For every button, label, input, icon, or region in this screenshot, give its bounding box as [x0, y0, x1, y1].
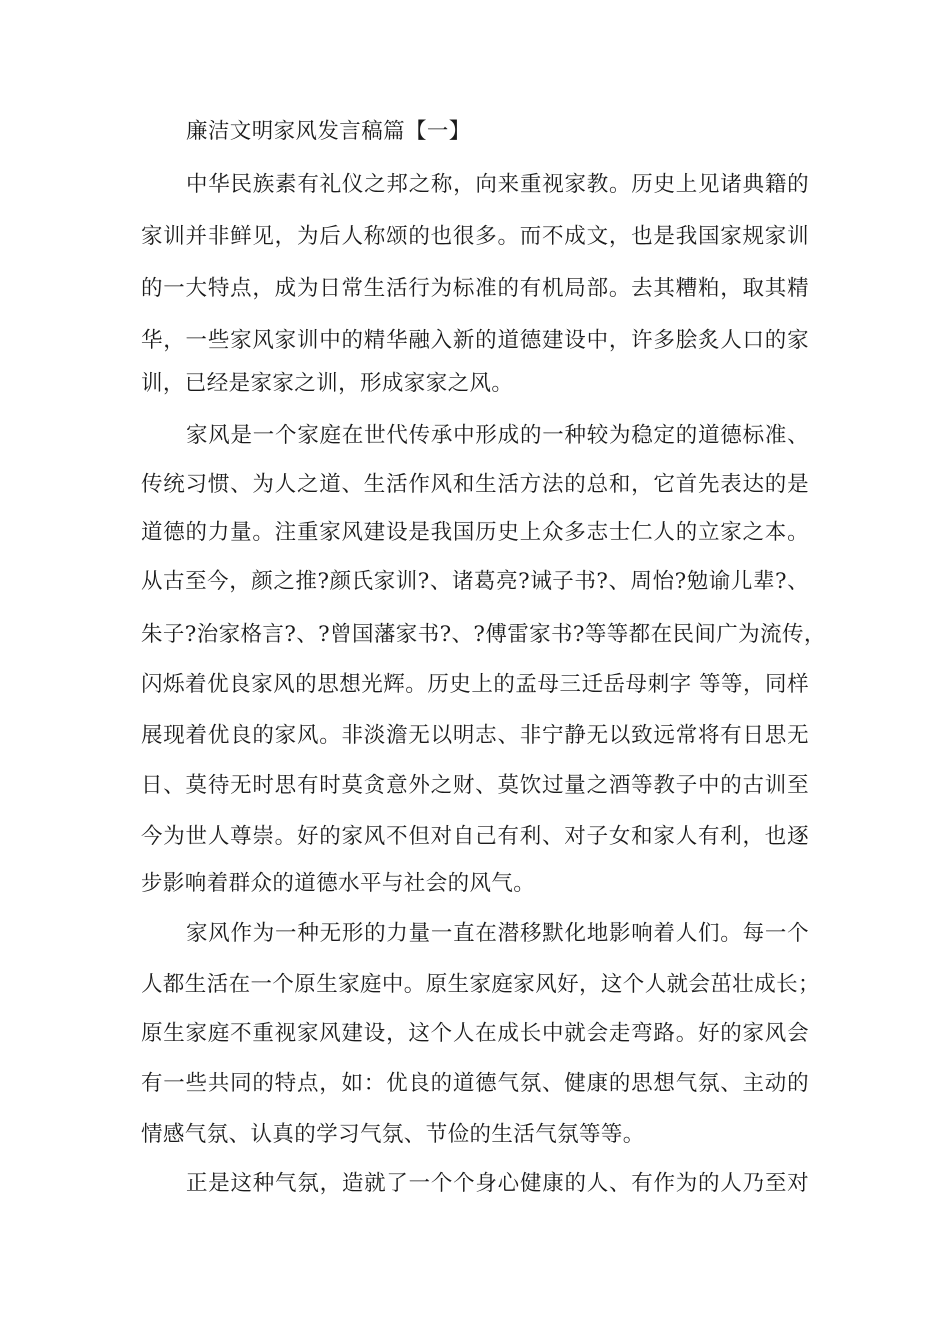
paragraph-1-line-2	[0, 212, 950, 262]
document-title: 廉洁文明家风发言稿篇【一】	[186, 119, 471, 144]
paragraph-3-text: 原生家庭不重视家风建设，这个人在成长中就会走弯路。好的家风会	[141, 1021, 809, 1046]
paragraph-3-line-5	[0, 1110, 950, 1160]
paragraph-2-line-6	[0, 660, 950, 710]
paragraph-3-line-3	[0, 1009, 950, 1059]
paragraph-3-line-1	[0, 909, 950, 959]
paragraph-1-line-3	[0, 264, 950, 314]
paragraph-1-line-5	[0, 359, 950, 409]
paragraph-2-text: 展现着优良的家风。非淡澹无以明志、非宁静无以致远常将有日思无	[141, 723, 809, 748]
paragraph-2-text: 闪烁着优良家风的思想光辉。历史上的孟母三迁岳母刺字 等等，同样	[141, 672, 809, 697]
paragraph-3-text: 有一些共同的特点，如：优良的道德气氛、健康的思想气氛、主动的	[141, 1071, 809, 1096]
paragraph-3-text: 情感气氛、认真的学习气氛、节俭的生活气氛等等。	[141, 1122, 645, 1147]
paragraph-2-line-8	[0, 761, 950, 811]
paragraph-2-line-10	[0, 859, 950, 909]
paragraph-3-line-2	[0, 960, 950, 1010]
paragraph-2-line-9	[0, 812, 950, 862]
document-title-line	[0, 107, 950, 157]
paragraph-2-line-1	[0, 411, 950, 461]
paragraph-1-text: 中华民族素有礼仪之邦之称，向来重视家教。历史上见诸典籍的	[186, 172, 809, 197]
paragraph-2-text: 日、莫待无时思有时莫贪意外之财、莫饮过量之酒等教子中的古训至	[141, 773, 809, 798]
paragraph-4-line-1	[0, 1159, 950, 1209]
paragraph-1-text: 家训并非鲜见，为后人称颂的也很多。而不成文，也是我国家规家训	[141, 224, 809, 249]
paragraph-1-text: 华，一些家风家训中的精华融入新的道德建设中，许多脍炙人口的家	[141, 328, 809, 353]
paragraph-3-text: 家风作为一种无形的力量一直在潜移默化地影响着人们。每一个	[186, 921, 809, 946]
paragraph-4-text: 正是这种气氛，造就了一个个身心健康的人、有作为的人乃至对	[186, 1171, 809, 1196]
paragraph-2-text: 步影响着群众的道德水平与社会的风气。	[141, 871, 536, 896]
paragraph-2-text: 朱子?治家格言?、?曾国藩家书?、?傅雷家书?等等都在民间广为流传，	[141, 622, 826, 647]
paragraph-3-text: 人都生活在一个原生家庭中。原生家庭家风好，这个人就会茁壮成长；	[141, 972, 820, 997]
paragraph-2-text: 道德的力量。注重家风建设是我国历史上众多志士仁人的立家之本。	[141, 520, 809, 545]
paragraph-2-text: 传统习惯、为人之道、生活作风和生活方法的总和，它首先表达的是	[141, 472, 809, 497]
paragraph-2-line-7	[0, 711, 950, 761]
paragraph-3-line-4	[0, 1059, 950, 1109]
paragraph-2-text: 今为世人尊崇。好的家风不但对自己有利、对子女和家人有利，也逐	[141, 824, 809, 849]
paragraph-2-line-5	[0, 610, 950, 660]
paragraph-1-text: 的一大特点，成为日常生活行为标准的有机局部。去其糟粕，取其精	[141, 276, 809, 301]
paragraph-2-text: 家风是一个家庭在世代传承中形成的一种较为稳定的道德标准、	[186, 423, 809, 448]
paragraph-2-line-4	[0, 557, 950, 607]
paragraph-1-line-1	[0, 160, 950, 210]
paragraph-2-text: 从古至今，颜之推?颜氏家训?、诸葛亮?诫子书?、周怡?勉谕儿辈?、	[141, 569, 809, 594]
paragraph-2-line-2	[0, 460, 950, 510]
paragraph-2-line-3	[0, 508, 950, 558]
paragraph-1-text: 训，已经是家家之训，形成家家之风。	[141, 371, 514, 396]
